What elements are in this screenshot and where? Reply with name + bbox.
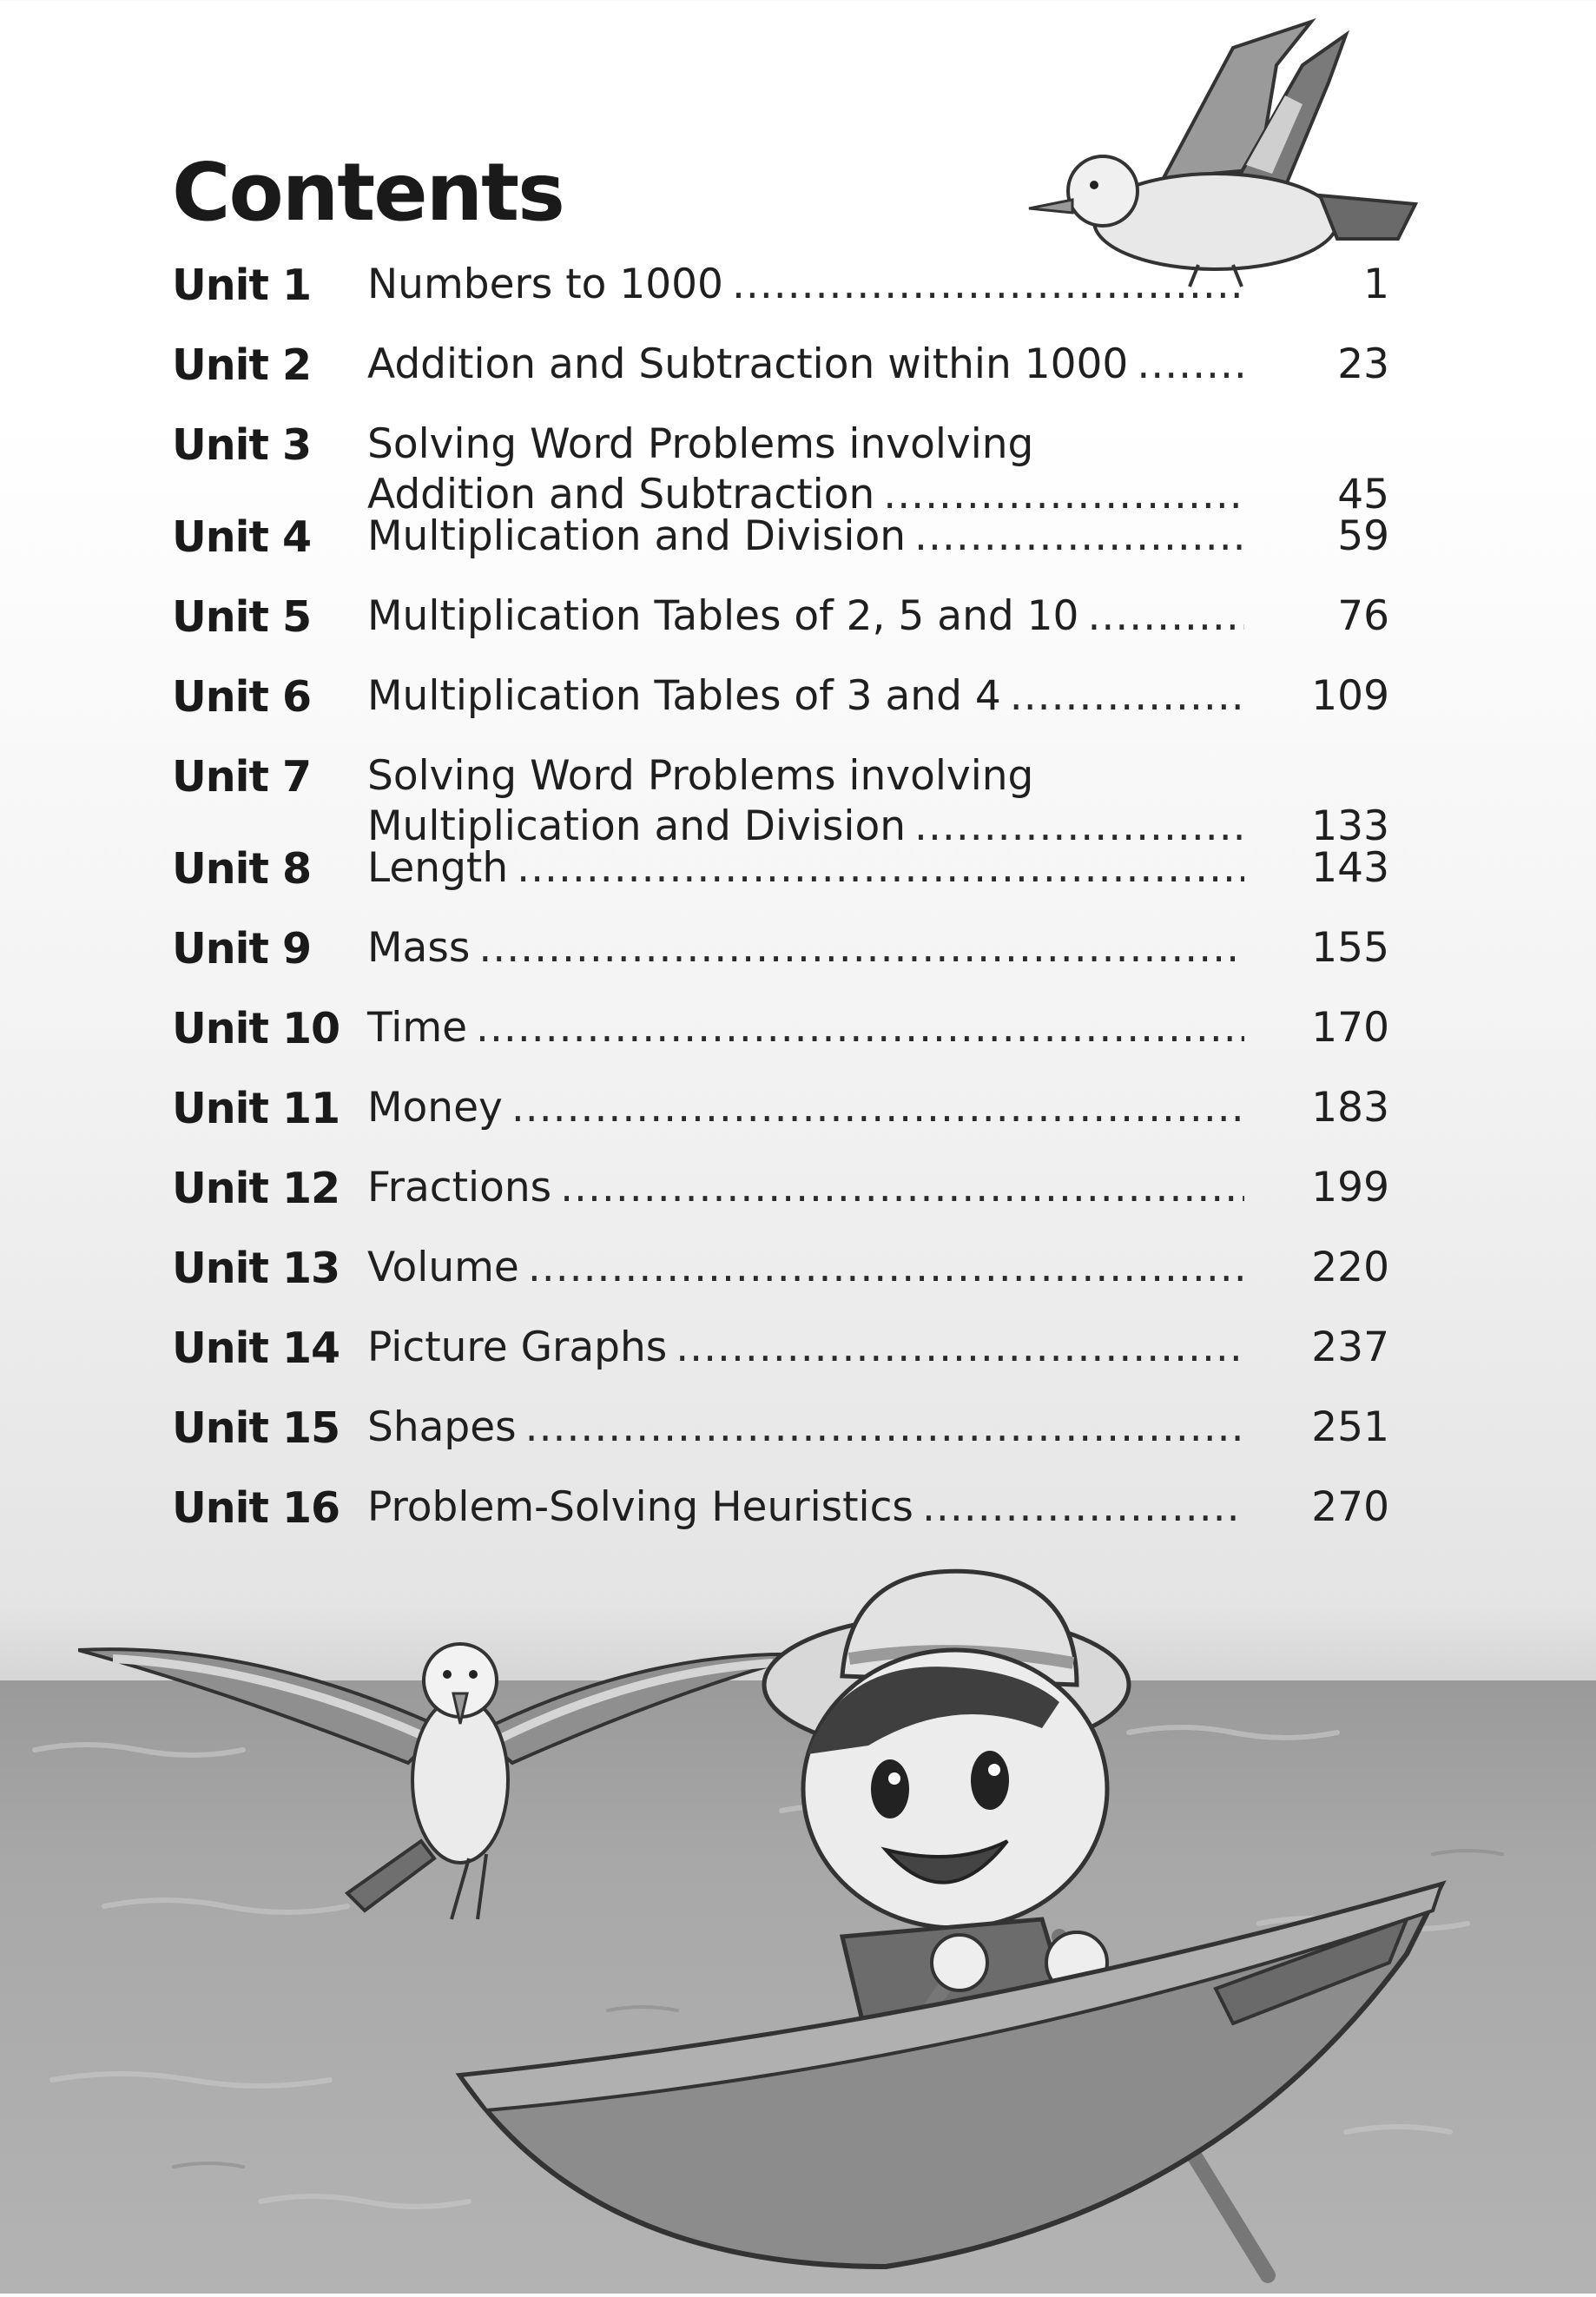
dot-leader: [1137, 340, 1244, 388]
dot-leader: [517, 844, 1244, 892]
seagull-flying-illustration: [1025, 13, 1424, 291]
toc-page-number: 170: [1311, 1004, 1389, 1052]
toc-unit-label: Unit 2: [172, 340, 312, 390]
toc-page-number: 199: [1311, 1164, 1389, 1211]
toc-title-line: Mass: [367, 924, 471, 972]
toc-page-number: 23: [1337, 340, 1389, 388]
dot-leader: [914, 802, 1244, 850]
page-title: Contents: [172, 146, 564, 239]
toc-title-line: Fractions: [367, 1164, 552, 1211]
dot-leader: [914, 512, 1244, 560]
dot-leader: [1087, 592, 1244, 640]
toc-page-number: 183: [1311, 1084, 1389, 1132]
dot-leader: [676, 1323, 1244, 1371]
dot-leader: [1010, 672, 1244, 720]
dot-leader: [560, 1164, 1244, 1211]
toc-unit-label: Unit 15: [172, 1403, 340, 1453]
dot-leader: [511, 1084, 1244, 1132]
toc-title-line: Length: [367, 844, 509, 892]
toc-title-line: Numbers to 1000: [367, 261, 723, 308]
toc-page-number: 45: [1337, 471, 1389, 518]
toc-title-line: Problem-Solving Heuristics: [367, 1483, 913, 1531]
toc-unit-label: Unit 5: [172, 592, 312, 642]
toc-title-line: Addition and Subtraction within 1000: [367, 340, 1129, 388]
toc-page-number: 76: [1337, 592, 1389, 640]
toc-unit-label: Unit 14: [172, 1323, 340, 1373]
toc-title-line: Volume: [367, 1244, 519, 1291]
toc-unit-label: Unit 1: [172, 261, 312, 310]
toc-unit-label: Unit 9: [172, 924, 312, 974]
toc-title-line: Money: [367, 1084, 503, 1132]
toc-page-number: 109: [1311, 672, 1389, 720]
toc-title-line: Solving Word Problems involving: [367, 420, 1034, 468]
toc-unit-label: Unit 12: [172, 1164, 340, 1213]
toc-title-line: Addition and Subtraction: [367, 471, 875, 518]
toc-unit-label: Unit 11: [172, 1084, 340, 1133]
toc-title-line: Time: [367, 1004, 468, 1052]
dot-leader: [528, 1244, 1244, 1291]
toc-unit-label: Unit 8: [172, 844, 312, 894]
toc-page-number: 59: [1337, 512, 1389, 560]
toc-unit-label: Unit 16: [172, 1483, 340, 1533]
toc-unit-label: Unit 3: [172, 420, 312, 470]
toc-page-number: 251: [1311, 1403, 1389, 1451]
toc-page-number: 143: [1311, 844, 1389, 892]
dot-leader: [478, 924, 1244, 972]
toc-unit-label: Unit 6: [172, 672, 312, 722]
boy-rowing-boat-illustration: [434, 1554, 1511, 2294]
toc-unit-label: Unit 13: [172, 1244, 340, 1293]
toc-title-line: Multiplication Tables of 3 and 4: [367, 672, 1001, 720]
dot-leader: [525, 1403, 1244, 1451]
toc-unit-label: Unit 10: [172, 1004, 340, 1053]
toc-unit-label: Unit 4: [172, 512, 312, 562]
dot-leader: [883, 471, 1244, 518]
toc-page-number: 133: [1311, 802, 1389, 850]
toc-page-number: 220: [1311, 1244, 1389, 1291]
toc-title-line: Multiplication and Division: [367, 802, 907, 850]
dot-leader: [922, 1483, 1244, 1531]
toc-title-line: Shapes: [367, 1403, 517, 1451]
toc-page-number: 1: [1363, 261, 1389, 308]
toc-title-line: Picture Graphs: [367, 1323, 668, 1371]
toc-unit-label: Unit 7: [172, 752, 312, 802]
toc-title-line: Multiplication Tables of 2, 5 and 10: [367, 592, 1079, 640]
toc-title-line: Solving Word Problems involving: [367, 752, 1034, 800]
toc-page-number: 155: [1311, 924, 1389, 972]
toc-page-number: 237: [1311, 1323, 1389, 1371]
toc-page-number: 270: [1311, 1483, 1389, 1531]
toc-title-line: Multiplication and Division: [367, 512, 907, 560]
dot-leader: [476, 1004, 1244, 1052]
